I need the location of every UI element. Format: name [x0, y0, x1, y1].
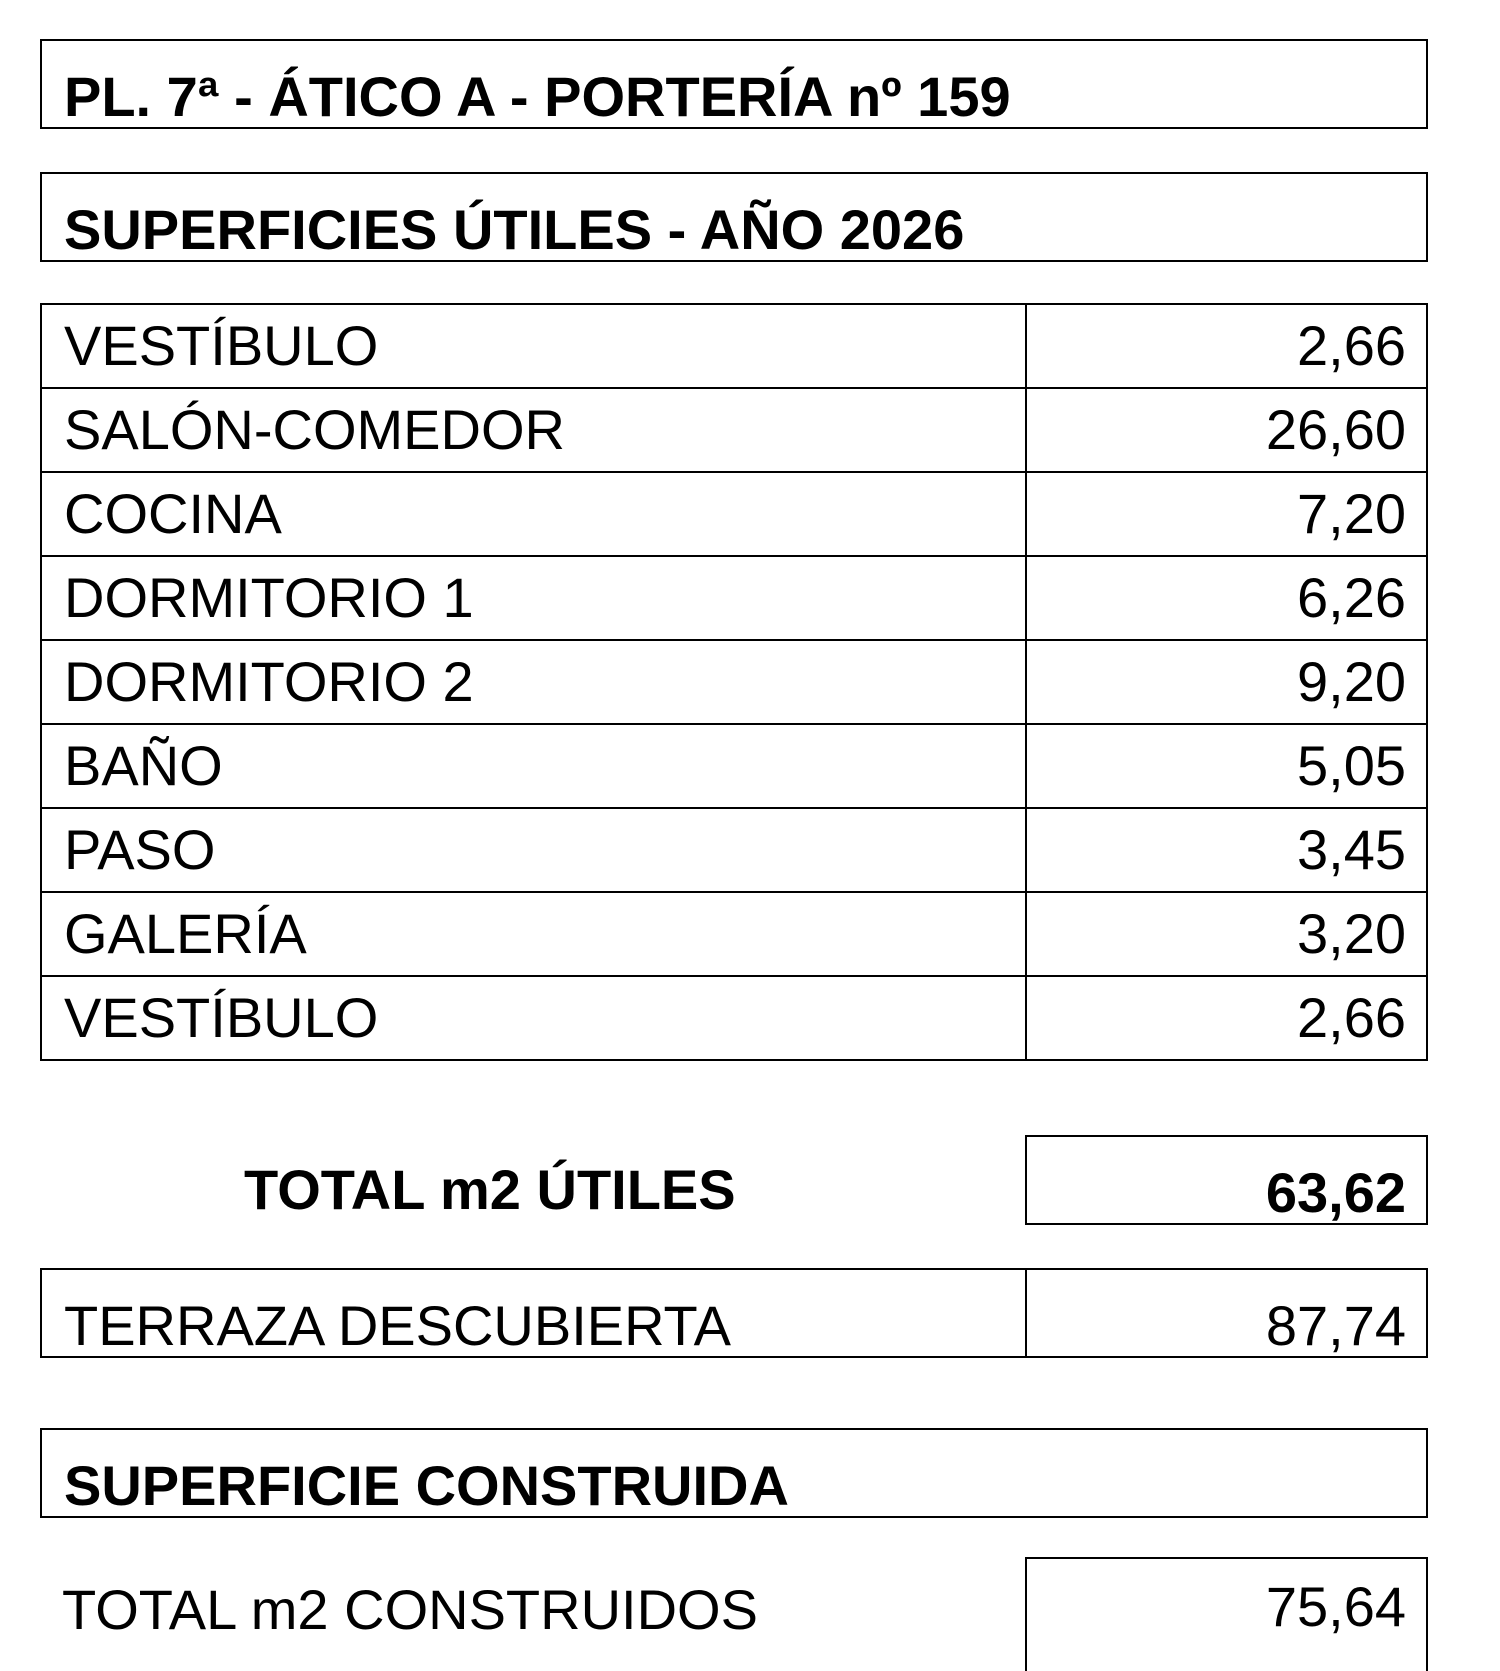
table-row: [41, 892, 1427, 976]
room-name: DORMITORIO 2: [41, 640, 1026, 724]
table-row: [41, 724, 1427, 808]
table-row: [41, 976, 1427, 1060]
room-area: 2,66: [1026, 976, 1427, 1060]
table-row: [41, 556, 1427, 640]
table-row: [41, 640, 1427, 724]
room-area: 26,60: [1026, 388, 1427, 472]
total-useful-label: TOTAL m2 ÚTILES: [244, 1158, 736, 1221]
table-row: [41, 304, 1427, 388]
header-title-box: [40, 39, 1428, 129]
room-name: SALÓN-COMEDOR: [41, 388, 1026, 472]
room-name: VESTÍBULO: [41, 304, 1026, 388]
room-name: VESTÍBULO: [41, 976, 1026, 1060]
table-row: [41, 472, 1427, 556]
subtitle-box: [40, 172, 1428, 262]
room-area: 7,20: [1026, 472, 1427, 556]
room-name: GALERÍA: [41, 892, 1026, 976]
room-name: PASO: [41, 808, 1026, 892]
room-area: 2,66: [1026, 304, 1427, 388]
table-row: [41, 808, 1427, 892]
terrace-label: TERRAZA DESCUBIERTA: [42, 1270, 1027, 1356]
subtitle: SUPERFICIES ÚTILES - AÑO 2026: [64, 198, 965, 261]
room-area: 3,45: [1026, 808, 1427, 892]
table-row: [41, 388, 1427, 472]
total-built-label: TOTAL m2 CONSTRUIDOS: [62, 1578, 758, 1641]
total-useful-value: 63,62: [1025, 1135, 1428, 1225]
header-title: PL. 7ª - ÁTICO A - PORTERÍA nº 159: [64, 65, 1011, 128]
room-area: 5,05: [1026, 724, 1427, 808]
room-area: 9,20: [1026, 640, 1427, 724]
room-name: COCINA: [41, 472, 1026, 556]
room-area: 3,20: [1026, 892, 1427, 976]
room-name: DORMITORIO 1: [41, 556, 1026, 640]
rooms-table: [40, 303, 1428, 1061]
room-area: 6,26: [1026, 556, 1427, 640]
terrace-row: [40, 1268, 1428, 1358]
built-section-box: [40, 1428, 1428, 1518]
terrace-value: 87,74: [1265, 1294, 1406, 1357]
room-name: BAÑO: [41, 724, 1026, 808]
total-built-value: 75,64: [1025, 1557, 1428, 1671]
built-section-title: SUPERFICIE CONSTRUIDA: [64, 1454, 789, 1517]
